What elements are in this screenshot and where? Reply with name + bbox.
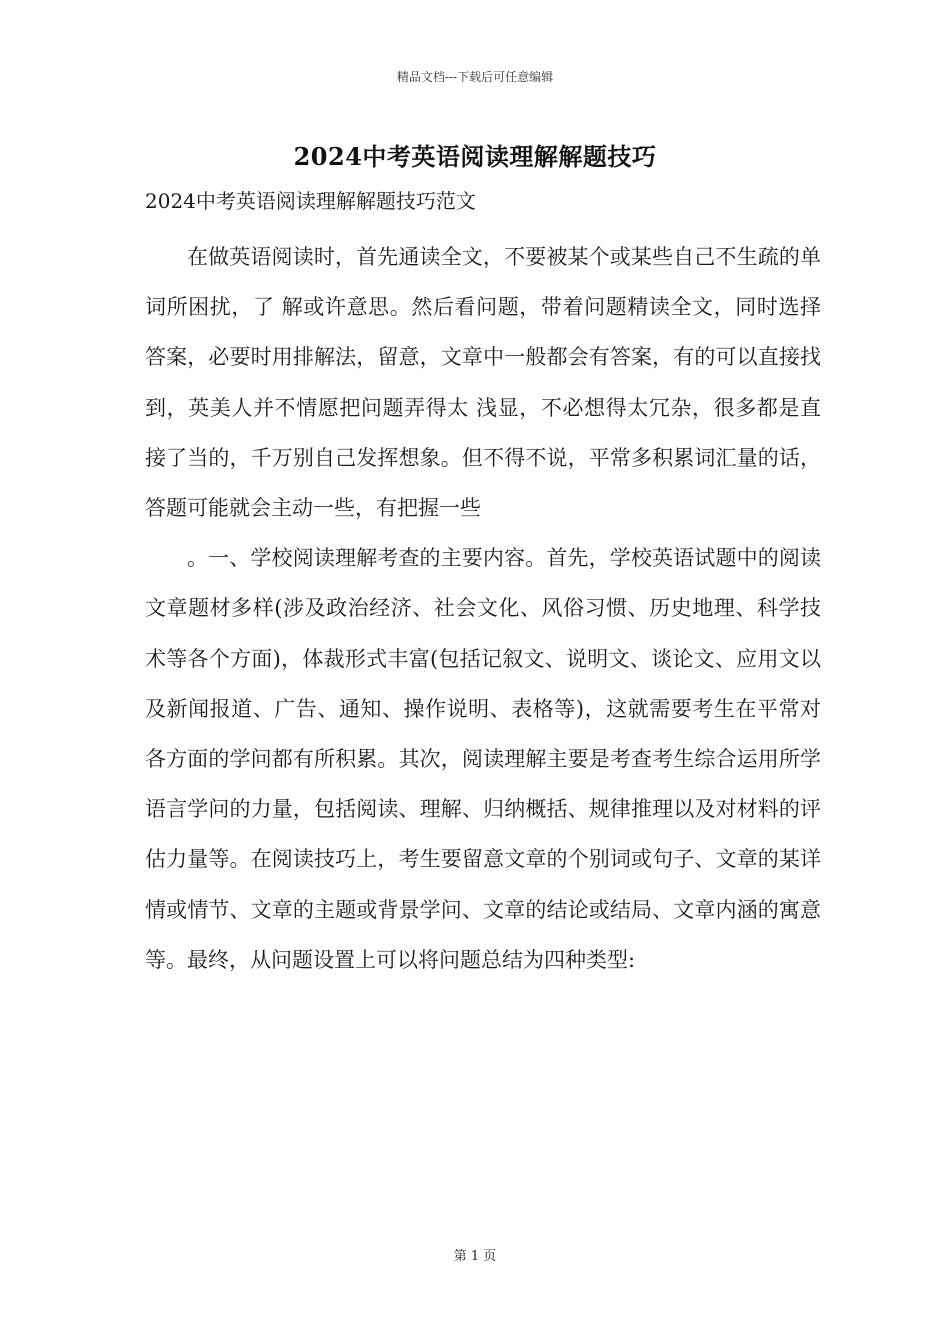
- page-number: 第 1 页: [453, 1249, 497, 1264]
- paragraph: 在做英语阅读时，首先通读全文，不要被某个或某些自己不生疏的单词所困扰，了 解或许意思。然后看问题，带着问题精读全文，同时选择答案，必要时用排解法，留意，文章中一般都会有答案，有的可以直接找到，英美人并不情愿把问题弄得太 浅显，不必想得太冗杂，很多都是直接了当的，千万别自己发挥想象。但不得不说，平常多积累词汇量的话，答题可能就会主动一些，有把握一些: [145, 245, 821, 521]
- document-body: [145, 232, 821, 985]
- document-title: 2024中考英语阅读理解解题技巧: [293, 142, 657, 171]
- header-note: 精品文档---下载后可任意编辑: [396, 70, 554, 84]
- document-subtitle: 2024中考英语阅读理解解题技巧范文: [145, 189, 476, 213]
- paragraph: 。一、学校阅读理解考查的主要内容。首先，学校英语试题中的阅读文章题材多样(涉及政治经济、社会文化、风俗习惯、历史地理、科学技术等各个方面)，体裁形式丰富(包括记叙文、说明文、谈论文、应用文以及新闻报道、广告、通知、操作说明、表格等)，这就需要考生在平常对各方面的学问都有所积累。其次，阅读理解主要是考查考生综合运用所学语言学问的力量，包括阅读、理解、归纳概括、规律推理以及对材料的评估力量等。在阅读技巧上，考生要留意文章的个别词或句子、文章的某详情或情节、文章的主题或背景学问、文章的结论或结局、文章内涵的寓意等。最终，从问题设置上可以将问题总结为四种类型:: [145, 546, 821, 972]
